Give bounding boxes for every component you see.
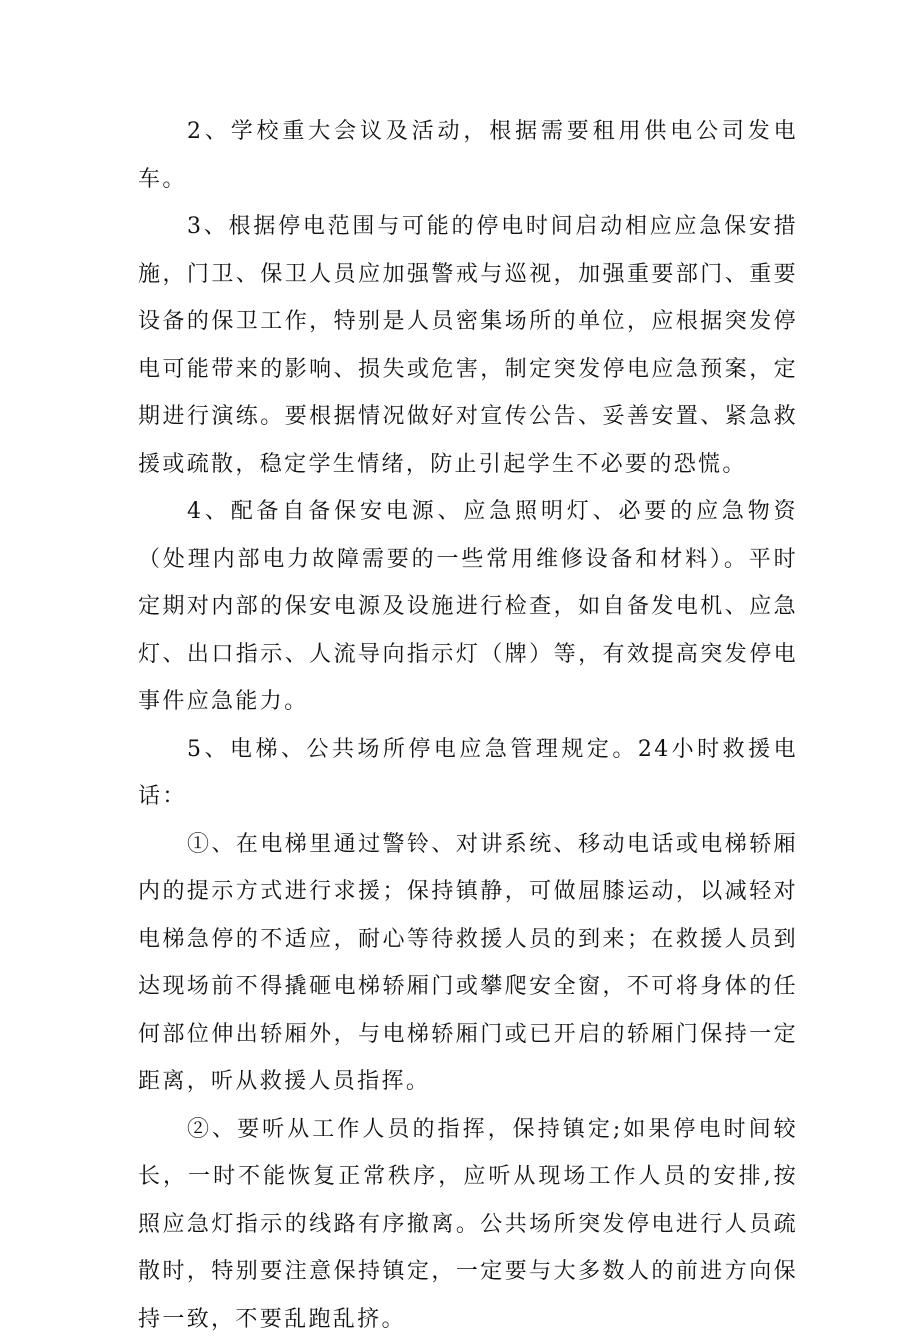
paragraph-subitem-1: ①、在电梯里通过警铃、对讲系统、移动电话或电梯轿厢内的提示方式进行求援；保持镇静，可做屈膝运动，以减轻对电梯急停的不适应，耐心等待救援人员的到来；在救援人员到达现场前不得撬砸电梯轿厢门或攀爬安全窗，不可将身体的任何部位伸出轿厢外，与电梯轿厢门或已开启的轿厢门保持一定距离，听从救援人员指挥。 [138,821,798,1106]
paragraph-item-3: 3、根据停电范围与可能的停电时间启动相应应急保安措施，门卫、保卫人员应加强警戒与巡视，加强重要部门、重要设备的保卫工作，特别是人员密集场所的单位，应根据突发停电可能带来的影响、损失或危害，制定突发停电应急预案，定期进行演练。要根据情况做好对宣传公告、妥善安置、紧急救援或疏散，稳定学生情绪，防止引起学生不必要的恐慌。 [138,203,798,488]
paragraph-subitem-2: ②、要听从工作人员的指挥，保持镇定;如果停电时间较长，一时不能恢复正常秩序，应听从现场工作人员的安排,按照应急灯指示的线路有序撤离。公共场所突发停电进行人员疏散时，特别要注意保持镇定，一定要与大多数人的前进方向保持一致，不要乱跑乱挤。 [138,1106,798,1343]
paragraph-item-4: 4、配备自备保安电源、应急照明灯、必要的应急物资（处理内部电力故障需要的一些常用维修设备和材料）。平时定期对内部的保安电源及设施进行检查，如自备发电机、应急灯、出口指示、人流导向指示灯（牌）等，有效提高突发停电事件应急能力。 [138,488,798,726]
document-body [138,108,798,1343]
paragraph-item-2: 2、学校重大会议及活动，根据需要租用供电公司发电车。 [138,108,798,203]
paragraph-item-5: 5、电梯、公共场所停电应急管理规定。24小时救援电话： [138,726,798,821]
